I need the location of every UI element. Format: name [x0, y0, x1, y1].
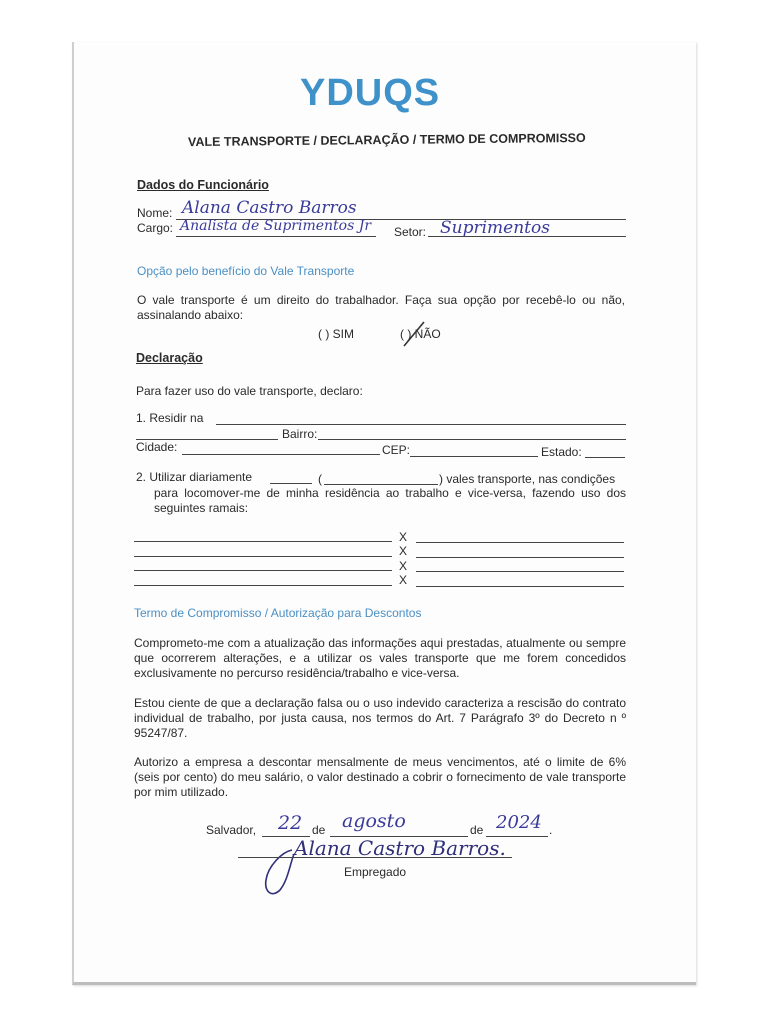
name-handwritten: Alana Castro Barros	[182, 198, 357, 218]
role-label: Cargo:	[137, 221, 174, 235]
term-paragraph-3: Autorizo a empresa a descontar mensalmente de meus vencimentos, até o limite de 6% (seis por cento) do meu salário, o valor destinado a cobrir o fornecimento de vale transporte por mim utilizado.	[134, 755, 626, 799]
de-label-1: de	[312, 823, 326, 837]
term-paragraph-2: Estou ciente de que a declaração falsa ou o uso indevido caracteriza a rescisão do contrato individual de trabalho, por justa causa, nos termos do Art. 7 Parágrafo 3º do Decreto n º 95247/87.	[134, 696, 626, 740]
estado-label: Estado:	[541, 445, 582, 459]
daily-usage-label: 2. Utilizar diariamente	[136, 470, 253, 484]
employee-role-label: Empregado	[344, 865, 407, 879]
term-section-heading: Termo de Compromisso / Autorização para Descontos	[134, 606, 422, 620]
route-line-left-4	[134, 585, 392, 586]
estado-line	[585, 457, 625, 458]
yduqs-logo: YDUQS	[300, 72, 441, 114]
year-handwritten: 2024	[496, 812, 542, 833]
role-handwritten: Analista de Suprimentos Jr	[180, 218, 372, 234]
route-line-right-4	[416, 586, 624, 587]
route-line-right-3	[416, 571, 624, 572]
signature-stroke	[258, 846, 304, 900]
employee-section-heading: Dados do Funcionário	[137, 178, 269, 192]
checkmark-icon	[402, 320, 426, 348]
date-period: .	[549, 823, 553, 837]
route-line-left-3	[134, 570, 392, 571]
daily-usage-text: ) vales transporte, nas condições	[439, 472, 616, 486]
option-yes-checkbox[interactable]: ( ) SIM	[318, 327, 354, 341]
route-x-2: X	[399, 544, 408, 558]
option-text: O vale transporte é um direito do trabalhador. Faça sua opção por recebê-lo ou não, assinalando abaixo:	[137, 293, 625, 322]
residence-label: 1. Residir na	[136, 411, 204, 425]
sector-label: Setor:	[394, 225, 427, 239]
route-line-left-1	[134, 541, 392, 542]
sector-line	[428, 236, 626, 237]
daily-usage-continuation: para locomover-me de minha residência ao trabalho e vice-versa, fazendo uso dos seguintes ramais:	[154, 486, 626, 515]
document-title: VALE TRANSPORTE / DECLARAÇÃO / TERMO DE COMPROMISSO	[187, 130, 586, 150]
declaration-intro: Para fazer uso do vale transporte, declaro:	[136, 384, 363, 398]
name-label: Nome:	[137, 206, 173, 220]
route-x-3: X	[399, 559, 408, 573]
day-handwritten: 22	[278, 812, 303, 834]
employee-signature: Alana Castro Barros.	[294, 836, 506, 860]
role-line	[176, 236, 376, 237]
cidade-label: Cidade:	[136, 440, 178, 454]
route-line-right-1	[416, 542, 624, 543]
route-line-left-2	[134, 556, 392, 557]
option-no-checkbox[interactable]: ( ) NÃO	[400, 327, 441, 341]
signature-line	[238, 857, 512, 858]
route-x-1: X	[399, 530, 408, 544]
de-label-2: de	[470, 823, 484, 837]
cidade-line	[182, 454, 380, 455]
route-x-4: X	[399, 573, 408, 587]
daily-usage-line	[270, 483, 312, 484]
term-paragraph-1: Comprometo-me com a atualização das informações aqui prestadas, atualmente ou sempre que ocorrerem alterações, e a utilizar os vales transporte que me forem concedidos exclusivamente no percurso residência/trabalho e vice-versa.	[134, 636, 626, 680]
daily-usage-words-line	[324, 484, 438, 485]
cep-label: CEP:	[382, 443, 411, 457]
sector-handwritten: Suprimentos	[440, 218, 550, 238]
city-label: Salvador,	[206, 823, 257, 837]
month-handwritten: agosto	[342, 810, 406, 832]
bairro-label: Bairro:	[282, 427, 318, 441]
cep-line	[410, 456, 538, 457]
declaration-section-heading: Declaração	[136, 351, 203, 365]
route-line-right-2	[416, 557, 624, 558]
daily-usage-paren: (	[318, 472, 322, 486]
bairro-line	[318, 439, 626, 440]
option-section-heading: Opção pelo benefício do Vale Transporte	[137, 264, 355, 278]
address-line	[216, 424, 626, 425]
